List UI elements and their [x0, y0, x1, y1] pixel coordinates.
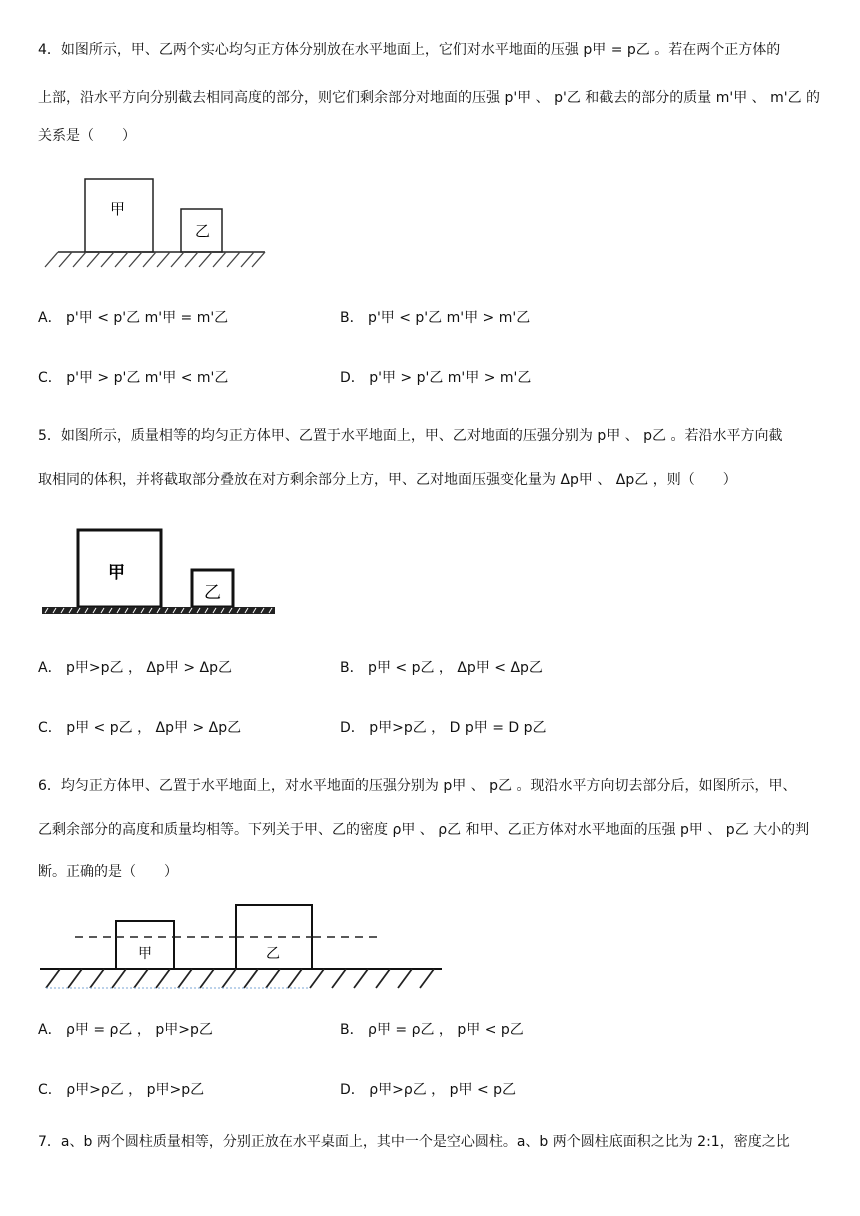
- q4-fig-label-b: 乙: [195, 222, 211, 240]
- q5-figure: [0, 520, 300, 620]
- q5-text-line-2: 取相同的体积，并将截取部分叠放在对方剩余部分上方，甲、乙对地面压强变化量为 Δp甲 、 Δp乙 ，则（ ）: [38, 472, 737, 488]
- q4-option-a[interactable]: A． p'甲 < p'乙 m'甲 = m'乙: [38, 310, 229, 326]
- q6-text-line-2: 乙剩余部分的高度和质量均相等。下列关于甲、乙的密度 ρ甲 、 ρ乙 和甲、乙正方体对水平地面的压强 p甲 、 p乙 大小的判: [38, 822, 810, 838]
- q6-fig-label-b: 乙: [266, 946, 280, 962]
- q6-option-a[interactable]: A． ρ甲 = ρ乙 ， p甲>p乙: [38, 1022, 213, 1038]
- q7-text-line-1: 7．a、b 两个圆柱质量相等，分别正放在水平桌面上，其中一个是空心圆柱。a、b 两个圆柱底面积之比为 2:1，密度之比: [38, 1134, 790, 1150]
- q5-fig-label-b: 乙: [204, 583, 221, 603]
- q4-text-line-3: 关系是（ ）: [38, 128, 136, 144]
- q6-option-d[interactable]: D． ρ甲>ρ乙 ， p甲 < p乙: [340, 1082, 517, 1098]
- q5-text-line-1: 5．如图所示，质量相等的均匀正方体甲、乙置于水平地面上，甲、乙对地面的压强分别为 p甲 、 p乙 。若沿水平方向截: [38, 428, 783, 444]
- q6-ground-hatch: [46, 969, 434, 988]
- q4-option-b[interactable]: B． p'甲 < p'乙 m'甲 > m'乙: [340, 310, 531, 326]
- q6-text-line-1: 6．均匀正方体甲、乙置于水平地面上，对水平地面的压强分别为 p甲 、 p乙 。现沿水平方向切去部分后，如图所示，甲、: [38, 778, 797, 794]
- q4-option-c[interactable]: C． p'甲 > p'乙 m'甲 < m'乙: [38, 370, 229, 386]
- q4-text-line-2: 上部，沿水平方向分别截去相同高度的部分，则它们剩余部分对地面的压强 p'甲 、 p'乙 和截去的部分的质量 m'甲 、 m'乙 的: [38, 90, 821, 106]
- q5-option-a[interactable]: A． p甲>p乙 ， Δp甲 > Δp乙: [38, 660, 232, 676]
- q5-option-c[interactable]: C． p甲 < p乙 ， Δp甲 > Δp乙: [38, 720, 242, 736]
- q4-figure: [0, 170, 300, 270]
- q4-ground-hatch: [45, 252, 265, 267]
- q6-text-line-3: 断。正确的是（ ）: [38, 864, 178, 880]
- q6-option-b[interactable]: B． ρ甲 = ρ乙 ， p甲 < p乙: [340, 1022, 524, 1038]
- q6-figure: [0, 895, 460, 995]
- q4-option-d[interactable]: D． p'甲 > p'乙 m'甲 > m'乙: [340, 370, 532, 386]
- q4-fig-label-a: 甲: [110, 200, 126, 218]
- q6-fig-label-a: 甲: [138, 946, 152, 962]
- q4-text-line-1: 4．如图所示，甲、乙两个实心均匀正方体分别放在水平地面上，它们对水平地面的压强 p甲 = p乙 。若在两个正方体的: [38, 42, 781, 58]
- q5-fig-label-a: 甲: [108, 563, 125, 583]
- q5-option-d[interactable]: D． p甲>p乙 ， D p甲 = D p乙: [340, 720, 547, 736]
- q6-option-c[interactable]: C． ρ甲>ρ乙 ， p甲>p乙: [38, 1082, 205, 1098]
- q5-option-b[interactable]: B． p甲 < p乙 ， Δp甲 < Δp乙: [340, 660, 543, 676]
